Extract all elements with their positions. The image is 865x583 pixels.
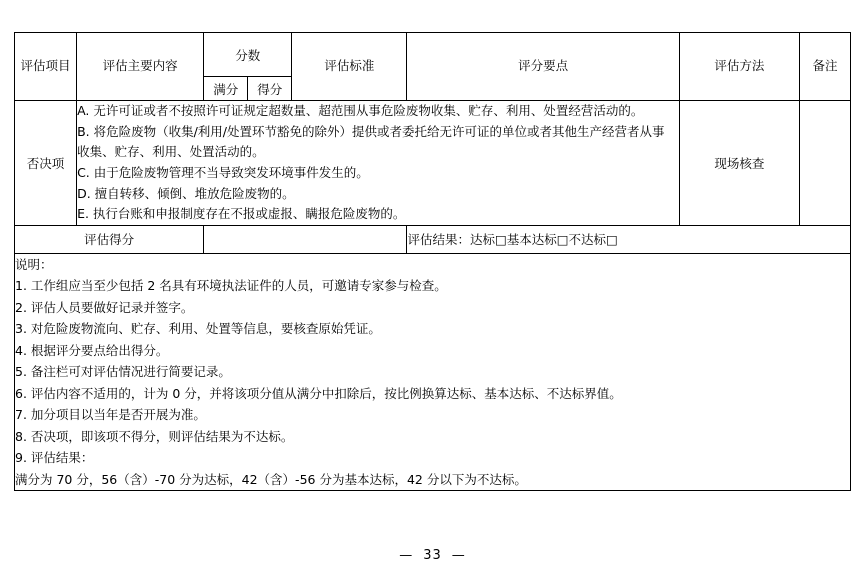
header-score-got: 得分 [248, 77, 292, 101]
notes-line: 8. 否决项，即该项不得分，则评估结果为不达标。 [15, 428, 294, 444]
content-line: C. 由于危险废物管理不当导致突发环境事件发生的。 [77, 164, 369, 180]
notes-line: 7. 加分项目以当年是否开展为准。 [15, 407, 206, 423]
notes-line: 1. 工作组应当至少包括 2 名具有环境执法证件的人员，可邀请专家参与检查。 [15, 278, 447, 294]
table-header-row [15, 33, 851, 77]
notes-line: 6. 评估内容不适用的，计为 0 分，并将该项分值从满分中扣除后，按比例换算达标、基本达标、不达标界值。 [15, 385, 622, 401]
notes-title: 说明： [15, 256, 53, 272]
evaluation-table [14, 32, 851, 491]
header-method: 评估方法 [679, 33, 799, 101]
notes-cell [15, 253, 851, 491]
notes-line: 满分为 70 分，56（含）-70 分为达标，42（含）-56 分为基本达标，42 分以下为不达标。 [15, 471, 527, 487]
row-method: 现场核查 [679, 101, 799, 226]
row-item-label: 否决项 [15, 101, 77, 226]
notes-row [15, 253, 851, 491]
total-value [204, 225, 407, 253]
page-number-dash-left: — [399, 548, 414, 563]
total-row [15, 225, 851, 253]
header-key-points: 评分要点 [407, 33, 679, 101]
notes-line: 4. 根据评分要点给出得分。 [15, 342, 169, 358]
content-line: E. 执行台账和申报制度存在不报或虚报、瞒报危险废物的。 [77, 206, 406, 222]
content-line: B. 将危险废物（收集/利用/处置环节豁免的除外）提供或者委托给无许可证的单位或者其他生产经营者从事 [77, 123, 665, 139]
header-score-group: 分数 [204, 33, 292, 77]
notes-line: 3. 对危险废物流向、贮存、利用、处置等信息，要核查原始凭证。 [15, 321, 381, 337]
header-score-full: 满分 [204, 77, 248, 101]
page-number [0, 548, 865, 563]
total-label: 评估得分 [15, 225, 204, 253]
notes-line: 2. 评估人员要做好记录并签字。 [15, 299, 194, 315]
table-row [15, 101, 851, 226]
row-content [77, 101, 680, 226]
content-line: 收集、贮存、利用、处置活动的。 [77, 144, 265, 160]
header-standard: 评估标准 [292, 33, 407, 101]
notes-line: 5. 备注栏可对评估情况进行简要记录。 [15, 364, 231, 380]
notes-line: 9. 评估结果： [15, 450, 94, 466]
page-number-dash-right: — [451, 548, 466, 563]
page-number-value: 33 [423, 548, 442, 563]
content-line: D. 擅自转移、倾倒、堆放危险废物的。 [77, 185, 295, 201]
evaluation-result: 评估结果：达标□基本达标□不达标□ [407, 225, 851, 253]
header-remark: 备注 [799, 33, 850, 101]
header-item: 评估项目 [15, 33, 77, 101]
content-line: A. 无许可证或者不按照许可证规定超数量、超范围从事危险废物收集、贮存、利用、处置经营活动的。 [77, 103, 644, 118]
row-remark [799, 101, 850, 226]
header-content: 评估主要内容 [77, 33, 204, 101]
